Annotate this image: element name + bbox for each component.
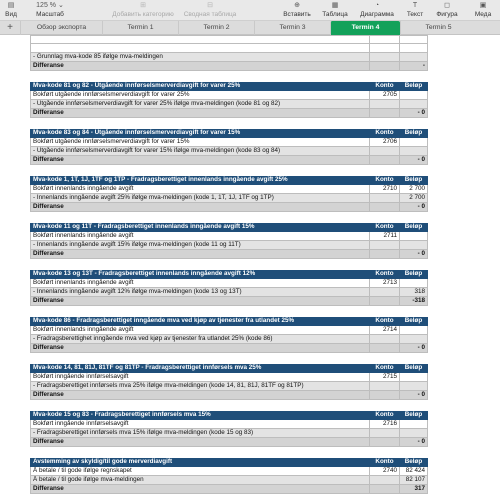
konto-cell[interactable]: 2706 (370, 138, 400, 147)
belop-cell[interactable]: - (400, 62, 428, 71)
konto-cell[interactable] (370, 344, 400, 353)
text-cell[interactable]: Bokført inngående innførselsavgift (30, 373, 370, 382)
view-label: Вид (5, 11, 17, 18)
table-row (30, 100, 428, 109)
konto-cell[interactable]: Konto (370, 411, 400, 420)
text-cell[interactable]: Å betale / til gode ifølge mva-meldingen (30, 476, 370, 485)
section-header (30, 129, 428, 138)
section-header (30, 270, 428, 279)
text-cell[interactable]: Bokført innenlands inngående avgift (30, 279, 370, 288)
shape-icon: ◻ (444, 2, 450, 9)
section-header (30, 411, 428, 420)
belop-cell[interactable]: 2 700 (400, 185, 428, 194)
text-cell[interactable]: Differanse (30, 485, 370, 494)
table-label: Таблица (322, 11, 348, 18)
table-row (30, 147, 428, 156)
tab-termin-1[interactable]: Termin 1 (102, 21, 178, 35)
belop-cell[interactable]: Beløp (400, 364, 428, 373)
text-cell[interactable]: - Innenlands inngående avgift 15% ifølge mva-meldingen (kode 11 og 11T) (30, 241, 370, 250)
belop-cell[interactable]: Beløp (400, 458, 428, 467)
konto-cell[interactable]: Konto (370, 129, 400, 138)
pivot-table-label: Сводная таблица (183, 11, 237, 18)
table-row (30, 373, 428, 382)
sheet-tab-bar (0, 21, 500, 35)
belop-cell[interactable] (400, 35, 428, 44)
text-cell[interactable]: Bokført innenlands inngående avgift (30, 326, 370, 335)
konto-cell[interactable]: 2713 (370, 279, 400, 288)
table-row (30, 326, 428, 335)
media-label: Меда (474, 11, 492, 18)
text-label: Текст (406, 11, 424, 18)
difference-row (30, 485, 428, 494)
text-cell[interactable]: Differanse (30, 203, 370, 212)
text-cell[interactable]: - Grunnlag mva-kode 85 ifølge mva-meldingen (30, 53, 370, 62)
difference-row (30, 62, 428, 71)
konto-cell[interactable] (370, 241, 400, 250)
text-cell[interactable]: Mva-kode 13 og 13T - Fradragsberettiget innenlands inngående avgift 12% (30, 270, 370, 279)
belop-cell[interactable]: 318 (400, 288, 428, 297)
add-category-icon: ⊞ (140, 2, 146, 9)
zoom-button[interactable] (30, 1, 70, 19)
konto-cell[interactable]: Konto (370, 223, 400, 232)
view-button[interactable] (2, 1, 20, 19)
text-cell[interactable]: Mva-kode 14, 81, 81J, 81TF og 81TP - Fradragsberettiget innførsels mva 25% (30, 364, 370, 373)
belop-cell[interactable]: 82 424 (400, 467, 428, 476)
table-row (30, 382, 428, 391)
table-icon: ▦ (331, 2, 339, 9)
section-header (30, 317, 428, 326)
belop-cell[interactable]: Beløp (400, 317, 428, 326)
konto-cell[interactable]: Konto (370, 364, 400, 373)
konto-cell[interactable]: Konto (370, 317, 400, 326)
text-cell[interactable]: Bokført utgående innførselsmerverdiavgift for varer 15% (30, 138, 370, 147)
table-button[interactable] (320, 1, 350, 19)
chart-icon: ◔ (374, 2, 380, 9)
belop-cell[interactable]: Beløp (400, 223, 428, 232)
belop-cell[interactable] (400, 420, 428, 429)
table-row (30, 288, 428, 297)
belop-cell[interactable]: - 0 (400, 250, 428, 259)
text-cell[interactable]: Bokført utgående innførselsmerverdiavgift for varer 25% (30, 91, 370, 100)
table-row (30, 232, 428, 241)
konto-cell[interactable]: 2715 (370, 373, 400, 382)
tab-termin-2[interactable]: Termin 2 (178, 21, 254, 35)
konto-cell[interactable] (370, 147, 400, 156)
belop-cell[interactable]: Beløp (400, 82, 428, 91)
belop-cell[interactable]: Beløp (400, 411, 428, 420)
konto-cell[interactable] (370, 203, 400, 212)
konto-cell[interactable]: Konto (370, 176, 400, 185)
table-row (30, 279, 428, 288)
shape-button[interactable] (432, 1, 462, 19)
belop-cell[interactable] (400, 100, 428, 109)
text-cell[interactable]: - Innenlands inngående avgift 12% ifølge mva-meldingen (kode 13 og 13T) (30, 288, 370, 297)
spreadsheet-grid (0, 35, 500, 500)
tab-export-overview[interactable]: Обзор экспорта (20, 21, 102, 35)
text-cell[interactable]: - Fradragsberettiget innførsels mva 15% ifølge mva-meldingen (kode 15 og 83) (30, 429, 370, 438)
add-category-label: Добавить категорию (112, 11, 174, 18)
belop-cell[interactable] (400, 335, 428, 344)
tab-termin-4[interactable]: Termin 4 (330, 21, 400, 35)
chart-label: Диаграмма (360, 11, 394, 18)
konto-cell[interactable]: Konto (370, 270, 400, 279)
insert-icon: ⊕ (294, 2, 300, 9)
difference-row (30, 109, 428, 118)
konto-cell[interactable]: 2714 (370, 326, 400, 335)
difference-row (30, 156, 428, 165)
text-button[interactable] (403, 1, 427, 19)
table-row (30, 429, 428, 438)
belop-cell[interactable]: 317 (400, 485, 428, 494)
text-cell[interactable]: Differanse (30, 438, 370, 447)
table-row (30, 420, 428, 429)
difference-row (30, 250, 428, 259)
belop-cell[interactable]: -318 (400, 297, 428, 306)
belop-cell[interactable]: Beløp (400, 176, 428, 185)
konto-cell[interactable] (370, 485, 400, 494)
insert-button[interactable] (282, 1, 312, 19)
text-cell[interactable]: Mva-kode 15 og 83 - Fradragsberettiget innførsels mva 15% (30, 411, 370, 420)
table-row (30, 241, 428, 250)
konto-cell[interactable] (370, 44, 400, 53)
konto-cell[interactable] (370, 476, 400, 485)
konto-cell[interactable] (370, 391, 400, 400)
belop-cell[interactable]: - 0 (400, 438, 428, 447)
belop-cell[interactable]: - 0 (400, 344, 428, 353)
text-cell[interactable]: Avstemming av skyldig/til gode merverdiavgift (30, 458, 370, 467)
konto-cell[interactable]: 2716 (370, 420, 400, 429)
text-cell[interactable]: - Fradragsberettiget innførsels mva 25% ifølge mva-meldingen (kode 14, 81, 81J, 81TF og 81TP) (30, 382, 370, 391)
table-row (30, 185, 428, 194)
konto-cell[interactable] (370, 297, 400, 306)
belop-cell[interactable]: Beløp (400, 270, 428, 279)
konto-cell[interactable] (370, 382, 400, 391)
konto-cell[interactable]: 2711 (370, 232, 400, 241)
difference-row (30, 297, 428, 306)
add-sheet-button[interactable]: + (7, 22, 13, 33)
table-row (30, 53, 428, 62)
konto-cell[interactable] (370, 109, 400, 118)
shape-label: Фигура (436, 11, 458, 18)
text-cell[interactable]: Differanse (30, 250, 370, 259)
difference-row (30, 391, 428, 400)
tab-termin-3[interactable]: Termin 3 (254, 21, 330, 35)
text-cell[interactable] (30, 44, 370, 53)
add-category-button[interactable] (108, 1, 178, 19)
text-cell[interactable]: Å betale / til gode ifølge regnskapet (30, 467, 370, 476)
text-cell[interactable]: Mva-kode 11 og 11T - Fradragsberettiget innenlands inngående avgift 15% (30, 223, 370, 232)
text-cell[interactable]: Mva-kode 1, 1T, 1J, 1TF og 1TP - Fradragsberettiget innenlands inngående avgift 25% (30, 176, 370, 185)
konto-cell[interactable] (370, 62, 400, 71)
belop-cell[interactable]: 82 107 (400, 476, 428, 485)
konto-cell[interactable] (370, 335, 400, 344)
belop-cell[interactable] (400, 279, 428, 288)
chart-button[interactable] (358, 1, 396, 19)
belop-cell[interactable]: 2 700 (400, 194, 428, 203)
section-header (30, 82, 428, 91)
text-cell[interactable]: Differanse (30, 62, 370, 71)
konto-cell[interactable] (370, 100, 400, 109)
konto-cell[interactable]: 2740 (370, 467, 400, 476)
text-cell[interactable]: - Innenlands inngående avgift 25% ifølge mva-meldingen (kode 1, 1T, 1J, 1TF og 1TP) (30, 194, 370, 203)
pivot-table-icon: ⊟ (207, 2, 213, 9)
belop-cell[interactable] (400, 326, 428, 335)
text-cell[interactable]: Mva-kode 86 - Fradragsberettiget inngående mva ved kjøp av tjenester fra utlandet 25% (30, 317, 370, 326)
konto-cell[interactable] (370, 35, 400, 44)
text-icon: T (412, 2, 418, 9)
belop-cell[interactable] (400, 373, 428, 382)
text-cell[interactable]: Differanse (30, 344, 370, 353)
view-icon: ▤ (7, 2, 15, 9)
table-row (30, 91, 428, 100)
media-button[interactable] (470, 1, 496, 19)
difference-row (30, 203, 428, 212)
table-row (30, 35, 428, 44)
zoom-value: 125 % ⌄ (36, 2, 64, 9)
belop-cell[interactable]: Beløp (400, 129, 428, 138)
pivot-table-button[interactable] (182, 1, 238, 19)
konto-cell[interactable] (370, 53, 400, 62)
konto-cell[interactable] (370, 438, 400, 447)
text-cell[interactable]: Differanse (30, 391, 370, 400)
table-row (30, 467, 428, 476)
belop-cell[interactable]: - 0 (400, 156, 428, 165)
belop-cell[interactable] (400, 44, 428, 53)
table-row (30, 335, 428, 344)
text-cell[interactable]: Mva-kode 83 og 84 - Utgående innførselsmerverdiavgift for varer 15% (30, 129, 370, 138)
section-header (30, 458, 428, 467)
konto-cell[interactable] (370, 429, 400, 438)
table-row (30, 138, 428, 147)
belop-cell[interactable] (400, 382, 428, 391)
section-header (30, 364, 428, 373)
konto-cell[interactable]: Konto (370, 458, 400, 467)
text-cell[interactable]: Differanse (30, 109, 370, 118)
toolbar (0, 0, 500, 21)
table-row (30, 194, 428, 203)
belop-cell[interactable] (400, 138, 428, 147)
belop-cell[interactable] (400, 241, 428, 250)
belop-cell[interactable] (400, 147, 428, 156)
text-cell[interactable]: Bokført inngående innførselsavgift (30, 420, 370, 429)
belop-cell[interactable]: - 0 (400, 391, 428, 400)
text-cell[interactable] (30, 35, 370, 44)
belop-cell[interactable] (400, 53, 428, 62)
konto-cell[interactable]: 2710 (370, 185, 400, 194)
text-cell[interactable]: Bokført innenlands inngående avgift (30, 185, 370, 194)
belop-cell[interactable] (400, 232, 428, 241)
table-row (30, 476, 428, 485)
text-cell[interactable]: Differanse (30, 297, 370, 306)
media-icon: ▣ (479, 2, 487, 9)
konto-cell[interactable] (370, 156, 400, 165)
konto-cell[interactable] (370, 288, 400, 297)
text-cell[interactable]: Mva-kode 81 og 82 - Utgående innførselsmerverdiavgift for varer 25% (30, 82, 370, 91)
table-row (30, 44, 428, 53)
konto-cell[interactable]: Konto (370, 82, 400, 91)
difference-row (30, 344, 428, 353)
text-cell[interactable]: - Utgående innførselsmerverdiavgift for varer 15% ifølge mva-meldingen (kode 83 og 84) (30, 147, 370, 156)
konto-cell[interactable]: 2705 (370, 91, 400, 100)
section-header (30, 223, 428, 232)
belop-cell[interactable]: - 0 (400, 109, 428, 118)
text-cell[interactable]: Differanse (30, 156, 370, 165)
belop-cell[interactable] (400, 429, 428, 438)
zoom-label: Масштаб (36, 11, 64, 18)
section-header (30, 176, 428, 185)
difference-row (30, 438, 428, 447)
tab-termin-5[interactable]: Termin 5 (400, 21, 476, 35)
text-cell[interactable]: - Fradragsberettighet inngående mva ved kjøp av tjenester fra utlandet 25% (kode 86) (30, 335, 370, 344)
konto-cell[interactable] (370, 250, 400, 259)
belop-cell[interactable] (400, 91, 428, 100)
belop-cell[interactable]: - 0 (400, 203, 428, 212)
text-cell[interactable]: Bokført innenlands inngående avgift (30, 232, 370, 241)
text-cell[interactable]: - Utgående innførselsmerverdiavgift for varer 25% ifølge mva-meldingen (kode 81 og 82) (30, 100, 370, 109)
insert-label: Вставить (283, 11, 311, 18)
konto-cell[interactable] (370, 194, 400, 203)
